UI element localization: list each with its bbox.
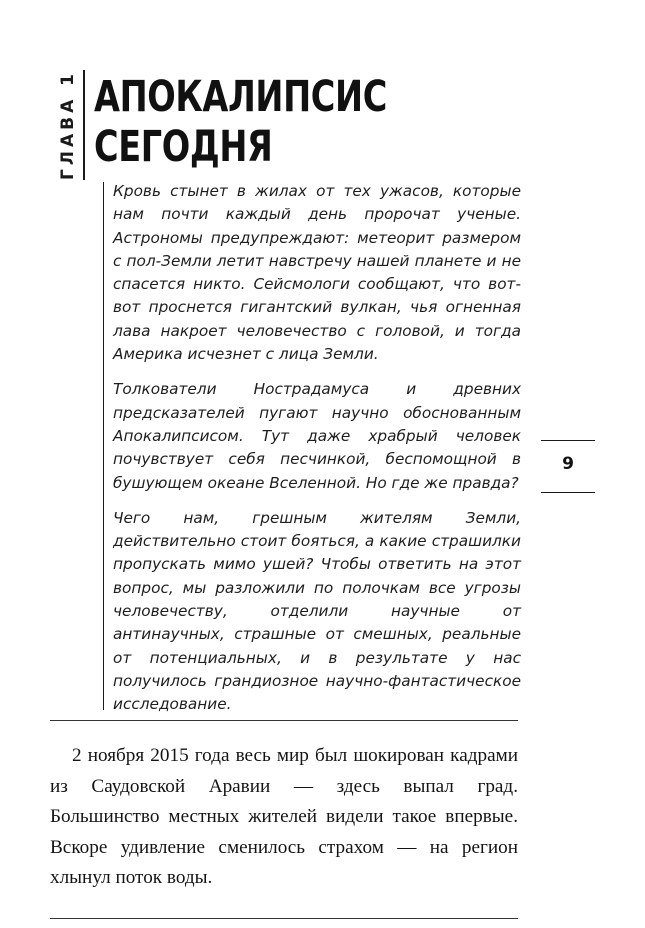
intro-paragraph-1: Кровь стынет в жилах от тех ужасов, которые нам почти каждый день пророчат ученые. Астрономы предупреждают: метеорит размером с пол-Земли летит навстречу нашей планете и не спасется никто. Сейсмологи сообщают, что вот-вот проснется гигантский вулкан, чья огненная лава накроет человечество с головой, и тогда Америка исчезнет с лица Земли. [113,182,521,364]
section-divider-top [50,720,518,721]
chapter-title-rule [83,70,85,180]
chapter-title-line-1: АПОКАЛИПСИС [94,72,387,122]
body-paragraph: 2 ноября 2015 года весь мир был шокирован кадрами из Саудовской Аравии — здесь выпал град. Большинство местных жителей видели такое впервые. Вскоре удивление сменилось страхом — на регион хлынул поток воды. [50,745,518,889]
page-number-rule-bottom [541,492,595,493]
intro-vertical-rule [103,182,104,710]
chapter-title-line-2: СЕГОДНЯ [94,122,273,172]
section-divider-bottom [50,918,518,919]
intro-paragraph-3: Чего нам, грешным жителям Земли, действительно стоит бояться, а какие страшилки пропускать мимо ушей? Чтобы ответить на этот вопрос, мы разложили по полочкам все угрозы человечеству, отделили научные от антинаучных, страшные от смешных, реальные от потенциальных, и в результате у нас получилось грандиозное научно-фантастическое исследование. [113,508,521,714]
chapter-label-text: ГЛАВА 1 [58,70,79,180]
page-number: 9 [562,454,574,474]
chapter-title [94,72,387,172]
intro-paragraph-2: Толкователи Нострадамуса и древних предсказателей пугают научно обоснованным Апокалипсисом. Тут даже храбрый человек почувствует себя песчинкой, беспомощной в бушующем океане Вселенной. Но где же правда? [113,380,521,492]
page-number-box [541,440,595,492]
chapter-label [52,70,84,180]
page-number-rule-top [541,440,595,441]
intro-epigraph [113,180,521,729]
